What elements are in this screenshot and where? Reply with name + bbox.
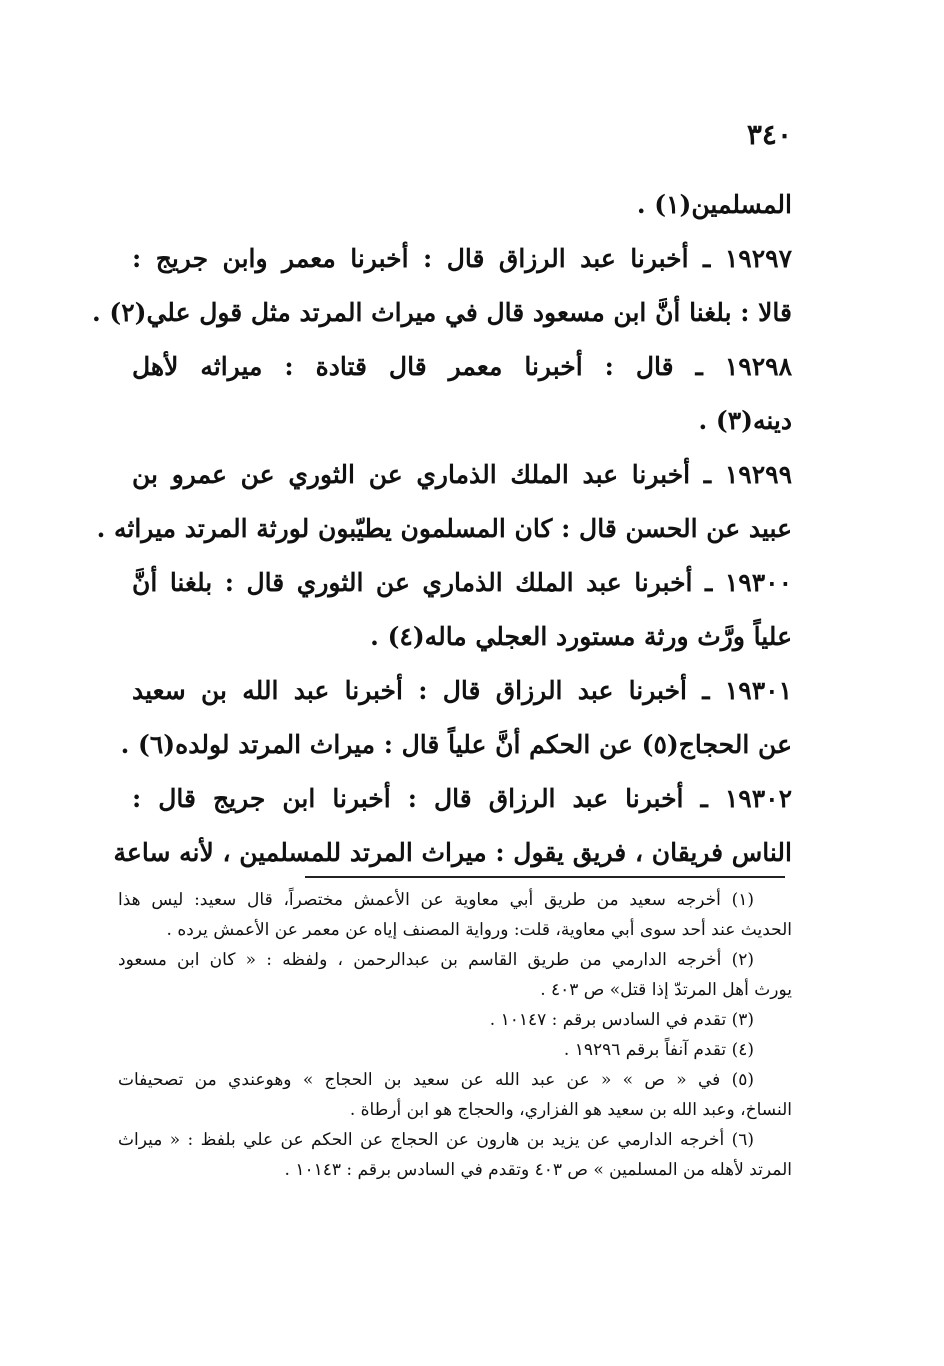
footnotes (118, 885, 792, 1185)
footnote-4-line: (٤) تقدم آنفاً برقم ١٩٢٩٦ . (563, 1040, 754, 1060)
footnote-1-line: (١) أخرجه سعيد من طريق أبي معاوية عن الأعمش مختصراً، قال سعيد: ليس هذا (118, 890, 754, 910)
footnote-5-line: (٥) في « ص » « عن عبد الله عن سعيد بن الحجاج » وهوعندي من تصحيفات (118, 1070, 754, 1090)
footnote-3-line: (٣) تقدم في السادس برقم : ١٠١٤٧ . (489, 1010, 754, 1030)
footnote-6-line: (٦) أخرجه الدارمي عن يزيد بن هارون عن الحجاج عن الحكم عن علي بلفظ : « ميراث (118, 1130, 754, 1150)
main-text (91, 178, 792, 880)
hadith-19298-line: ١٩٢٩٨ ـ قال : أخبرنا معمر قال قتادة : ميراثه لأهل (132, 352, 792, 381)
text-line: عن الحجاج(٥) عن الحكم أنَّ علياً قال : ميراث المرتد لولده(٦) . (120, 730, 792, 759)
text-line: عبيد عن الحسن قال : كان المسلمون يطيّبون لورثة المرتد ميراثه . (96, 514, 792, 543)
footnote-2-line: (٢) أخرجه الدارمي من طريق القاسم بن عبدالرحمن ، ولفظه : « كان ابن مسعود (118, 950, 754, 970)
hadith-19300-line: ١٩٣٠٠ ـ أخبرنا عبد الملك الذماري عن الثوري قال : بلغنا أنَّ (132, 568, 792, 597)
text-line: قالا : بلغنا أنَّ ابن مسعود قال في ميراث المرتد مثل قول علي(٢) . (91, 298, 792, 327)
footnote-line: يورث أهل المرتدّ إذا قتل» ص ٤٠٣ . (540, 980, 792, 1000)
hadith-19299-line: ١٩٢٩٩ ـ أخبرنا عبد الملك الذماري عن الثوري عن عمرو بن (132, 460, 792, 489)
page-number: ٣٤٠ (746, 118, 792, 151)
text-line: المسلمين(١) . (636, 190, 792, 219)
text-line: علياً ورَّث ورثة مستورد العجلي ماله(٤) . (370, 622, 792, 651)
text-line: الناس فريقان ، فريق يقول : ميراث المرتد للمسلمين ، لأنه ساعة (113, 838, 792, 867)
footnote-line: النساخ، وعبد الله بن سعيد هو الفزاري، والحجاج هو ابن أرطاة . (349, 1100, 792, 1120)
footnote-line: الحديث عند أحد سوى أبي معاوية، قلت: ورواية المصنف إياه عن معمر عن الأعمش يرده . (166, 920, 792, 940)
hadith-19302-line: ١٩٣٠٢ ـ أخبرنا عبد الرزاق قال : أخبرنا ابن جريج قال : (132, 784, 792, 813)
footnote-line: المرتد لأهله من المسلمين » ص ٤٠٣ وتقدم في السادس برقم : ١٠١٤٣ . (284, 1160, 792, 1180)
hadith-19297-line: ١٩٢٩٧ ـ أخبرنا عبد الرزاق قال : أخبرنا معمر وابن جريج : (132, 244, 792, 273)
text-line: دينه(٣) . (698, 406, 792, 435)
footnote-divider (305, 876, 785, 878)
hadith-19301-line: ١٩٣٠١ ـ أخبرنا عبد الرزاق قال : أخبرنا عبد الله بن سعيد (132, 676, 792, 705)
